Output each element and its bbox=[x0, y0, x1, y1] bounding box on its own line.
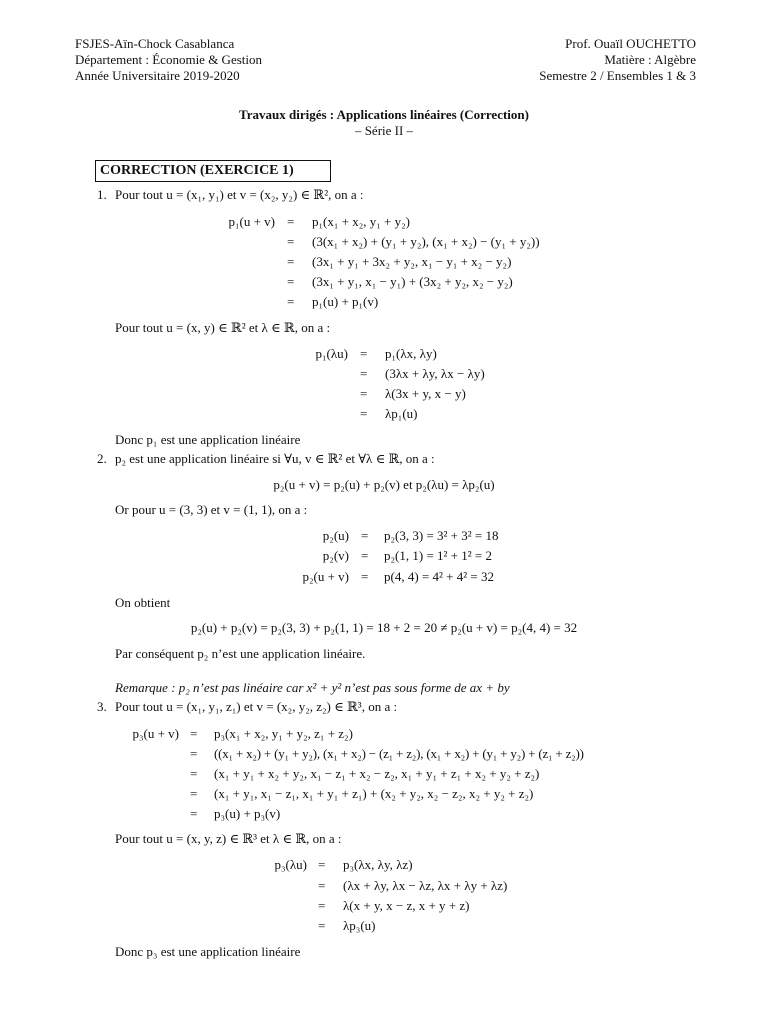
header-semester: Semestre 2 / Ensembles 1 & 3 bbox=[539, 68, 696, 83]
ex2-condition: p₂(u + v) = p₂(u) + p₂(v) et p₂(λu) = λp₂(u) bbox=[273, 477, 495, 492]
eq-sign: = bbox=[287, 294, 295, 309]
ex2-row: p(4, 4) = 4² + 4² = 32 bbox=[384, 569, 494, 584]
ex1-row: (3(x₁ + x₂) + (y₁ + y₂), (x₁ + x₂) − (y₁ + y₂)) bbox=[312, 234, 540, 249]
ex2-intro: p₂ est une application linéaire si ∀u, v ∈ ℝ² et ∀λ ∈ ℝ, on a : bbox=[115, 451, 435, 466]
section-heading-box: CORRECTION (EXERCICE 1) bbox=[95, 160, 331, 182]
ex3-row: p₃(u) + p₃(v) bbox=[214, 806, 281, 821]
eq-sign: = bbox=[360, 406, 368, 421]
ex1-row2: (3λx + λy, λx − λy) bbox=[385, 366, 485, 381]
ex1-row: (3x₁ + y₁ + 3x₂ + y₂, x₁ − y₁ + x₂ − y₂) bbox=[312, 254, 512, 269]
item-number-2: 2. bbox=[97, 451, 107, 466]
item-number-1: 1. bbox=[97, 187, 107, 202]
eq-sign: = bbox=[360, 386, 368, 401]
header-institution: FSJES-Aïn-Chock Casablanca bbox=[75, 36, 235, 51]
ex3-row: (x₁ + y₁ + x₂ + y₂, x₁ − z₁ + x₂ − z₂, x₁ + y₁ + z₁ + x₂ + y₂ + z₂) bbox=[214, 766, 540, 781]
ex1-lhs: p₁(u + v) bbox=[228, 214, 275, 229]
ex3-row2: λ(x + y, x − z, x + y + z) bbox=[343, 898, 470, 913]
ex3-lhs: p₃(u + v) bbox=[132, 726, 179, 741]
eq-sign: = bbox=[190, 726, 198, 741]
ex2-lhs: p₂(v) bbox=[322, 548, 349, 563]
ex1-row: (3x₁ + y₁, x₁ − y₁) + (3x₂ + y₂, x₂ − y₂) bbox=[312, 274, 513, 289]
header-department: Département : Économie & Gestion bbox=[75, 52, 263, 67]
ex3-conclusion: Donc p₃ est une application linéaire bbox=[115, 944, 301, 959]
ex2-lhs: p₂(u + v) bbox=[302, 569, 349, 584]
eq-sign: = bbox=[287, 234, 295, 249]
ex2-remark: Remarque : p₂ n’est pas linéaire car x² + y² n’est pas sous forme de ax + by bbox=[115, 680, 510, 695]
ex1-intro2: Pour tout u = (x, y) ∈ ℝ² et λ ∈ ℝ, on a : bbox=[115, 320, 331, 335]
eq-sign: = bbox=[287, 274, 295, 289]
eq-sign: = bbox=[287, 214, 295, 229]
ex1-row2: λp₁(u) bbox=[385, 406, 418, 421]
ex3-row2: λp₃(u) bbox=[343, 918, 376, 933]
ex1-conclusion: Donc p₁ est une application linéaire bbox=[115, 432, 301, 447]
header-subject: Matière : Algèbre bbox=[604, 52, 696, 67]
ex3-row: p₃(x₁ + x₂, y₁ + y₂, z₁ + z₂) bbox=[214, 726, 353, 741]
eq-sign: = bbox=[318, 898, 326, 913]
eq-sign: = bbox=[361, 548, 369, 563]
page-subtitle: – Série II – bbox=[354, 123, 414, 138]
header-professor: Prof. Ouaïl OUCHETTO bbox=[565, 36, 696, 51]
header-year: Année Universitaire 2019-2020 bbox=[75, 68, 240, 83]
ex1-row: p₁(x₁ + x₂, y₁ + y₂) bbox=[312, 214, 410, 229]
ex1-row: p₁(u) + p₁(v) bbox=[312, 294, 379, 309]
eq-sign: = bbox=[190, 746, 198, 761]
eq-sign: = bbox=[361, 528, 369, 543]
eq-sign: = bbox=[190, 766, 198, 781]
ex3-row2: p₃(λx, λy, λz) bbox=[343, 857, 413, 872]
eq-sign: = bbox=[360, 366, 368, 381]
eq-sign: = bbox=[318, 857, 326, 872]
ex2-row: p₂(1, 1) = 1² + 1² = 2 bbox=[384, 548, 492, 563]
eq-sign: = bbox=[361, 569, 369, 584]
page-title: Travaux dirigés : Applications linéaires (Correction) bbox=[239, 107, 529, 122]
eq-sign: = bbox=[318, 878, 326, 893]
item-number-3: 3. bbox=[97, 699, 107, 714]
ex3-intro: Pour tout u = (x₁, y₁, z₁) et v = (x₂, y₂, z₂) ∈ ℝ³, on a : bbox=[115, 699, 398, 714]
eq-sign: = bbox=[287, 254, 295, 269]
ex2-conclusion: Par conséquent p₂ n’est une application linéaire. bbox=[115, 646, 366, 661]
eq-sign: = bbox=[190, 806, 198, 821]
ex2-row: p₂(3, 3) = 3² + 3² = 18 bbox=[384, 528, 499, 543]
ex3-intro2: Pour tout u = (x, y, z) ∈ ℝ³ et λ ∈ ℝ, on a : bbox=[115, 831, 342, 846]
ex3-lhs2: p₃(λu) bbox=[274, 857, 307, 872]
ex1-intro: Pour tout u = (x₁, y₁) et v = (x₂, y₂) ∈ ℝ², on a : bbox=[115, 187, 364, 202]
ex1-lhs2: p₁(λu) bbox=[315, 346, 348, 361]
ex2-intro2: Or pour u = (3, 3) et v = (1, 1), on a : bbox=[115, 502, 308, 517]
ex3-row: ((x₁ + x₂) + (y₁ + y₂), (x₁ + x₂) − (z₁ + z₂), (x₁ + x₂) + (y₁ + y₂) + (z₁ + z₂)) bbox=[214, 746, 584, 761]
ex1-row2: p₁(λx, λy) bbox=[385, 346, 437, 361]
ex3-row2: (λx + λy, λx − λz, λx + λy + λz) bbox=[343, 878, 508, 893]
eq-sign: = bbox=[318, 918, 326, 933]
eq-sign: = bbox=[190, 786, 198, 801]
ex1-row2: λ(3x + y, x − y) bbox=[385, 386, 466, 401]
ex3-row: (x₁ + y₁, x₁ − z₁, x₁ + y₁ + z₁) + (x₂ + y₂, x₂ − z₂, x₂ + y₂ + z₂) bbox=[214, 786, 534, 801]
eq-sign: = bbox=[360, 346, 368, 361]
ex2-lhs: p₂(u) bbox=[322, 528, 349, 543]
ex2-obtain: On obtient bbox=[115, 595, 171, 610]
ex2-result: p₂(u) + p₂(v) = p₂(3, 3) + p₂(1, 1) = 18 + 2 = 20 ≠ p₂(u + v) = p₂(4, 4) = 32 bbox=[190, 620, 578, 635]
